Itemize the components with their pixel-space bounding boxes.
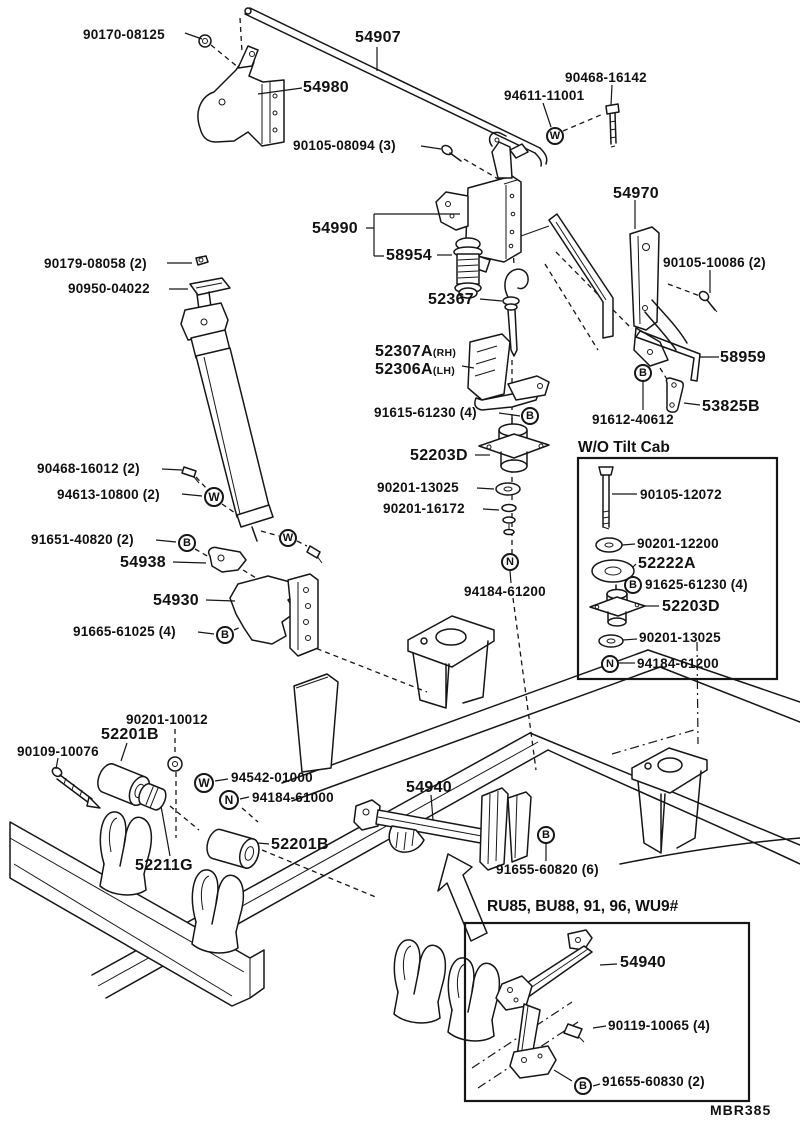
part-label-94611-11001: 94611-11001 <box>504 88 585 103</box>
part-label-90950-04022: 90950-04022 <box>68 281 150 296</box>
part-label-90119-10065: 90119-10065 (4) <box>608 1018 711 1033</box>
part-label-94184-61200-inset: 94184-61200 <box>637 656 719 671</box>
washer-90201-10012 <box>168 757 182 771</box>
part-label-90468-16012: 90468-16012 (2) <box>37 461 140 476</box>
washer-symbol-w-94613: W <box>204 487 224 507</box>
part-label-91665-61025: 91665-61025 (4) <box>73 624 176 639</box>
part-label-52307A: 52307A(RH) <box>375 343 457 360</box>
part-label-90201-13025-inset: 90201-13025 <box>639 630 721 645</box>
part-label-90468-16142: 90468-16142 <box>565 70 647 85</box>
part-label-90201-12200: 90201-12200 <box>637 536 719 551</box>
part-label-94184-61000: 94184-61000 <box>252 790 334 805</box>
part-label-58959: 58959 <box>720 349 766 366</box>
nut-symbol-n-94184-inset: N <box>601 655 619 673</box>
link-53825B <box>666 378 683 412</box>
cab-mount-cushion-52203D <box>479 418 549 472</box>
part-label-58954: 58954 <box>386 247 432 264</box>
part-label-54990: 54990 <box>312 220 358 237</box>
bolt-symbol-b-91651: B <box>178 534 196 552</box>
bolt-symbol-b-91665: B <box>216 626 234 644</box>
washer-stack <box>496 483 520 535</box>
nut-symbol-n-94184-main: N <box>501 553 519 571</box>
bolt-90109-10076 <box>51 766 100 808</box>
bolt-symbol-b-91615: B <box>521 407 539 425</box>
bolt-90105-08094 <box>440 144 461 161</box>
inset-bolt-90105-12072 <box>599 467 613 529</box>
part-label-54938: 54938 <box>120 554 166 571</box>
part-label-54907: 54907 <box>355 29 401 46</box>
part-label-53825B: 53825B <box>702 398 760 415</box>
bolt-symbol-b-91655-60830: B <box>574 1077 592 1095</box>
part-label-94542-01000: 94542-01000 <box>231 770 313 785</box>
part-label-91612-40612: 91612-40612 <box>592 412 674 427</box>
inset-washer-90201-12200 <box>596 538 622 552</box>
part-label-90105-12072: 90105-12072 <box>640 487 722 502</box>
part-label-54940-inset: 54940 <box>620 954 666 971</box>
part-label-52201B-right: 52201B <box>271 836 329 853</box>
cab-mounting-support-52307A <box>468 334 549 410</box>
part-label-90201-13025: 90201-13025 <box>377 480 459 495</box>
part-label-90105-10086: 90105-10086 (2) <box>663 255 766 270</box>
nut-symbol-n-94184-61000: N <box>219 790 239 810</box>
part-label-91651-40820: 91651-40820 (2) <box>31 532 134 547</box>
variant-applicability-note: RU85, BU88, 91, 96, WU9# <box>487 898 679 915</box>
part-label-90170-08125: 90170-08125 <box>83 27 165 42</box>
inset-washer-90201-13025 <box>599 635 623 647</box>
bushing-52201B-right <box>204 827 262 870</box>
part-label-91615-61230: 91615-61230 (4) <box>374 405 477 420</box>
part-label-52201B-left: 52201B <box>101 726 159 743</box>
part-label-90105-08094: 90105-08094 (3) <box>293 138 396 153</box>
bolt-90468-16012 <box>182 467 199 483</box>
part-label-52211G: 52211G <box>135 857 193 874</box>
cab-mount-pedestal-center <box>408 616 494 708</box>
part-label-94613-10800: 94613-10800 (2) <box>57 487 160 502</box>
part-label-54980: 54980 <box>303 79 349 96</box>
bolt-90170-08125 <box>199 35 211 47</box>
part-label-54930: 54930 <box>153 592 199 609</box>
cab-mount-pedestal-narrow <box>294 674 338 772</box>
bracket-54980 <box>198 46 284 146</box>
callout-arrow <box>438 854 487 941</box>
part-label-90201-16172: 90201-16172 <box>383 501 465 516</box>
part-label-52222A: 52222A <box>638 555 696 572</box>
part-label-90179-08058: 90179-08058 (2) <box>44 256 147 271</box>
cab-mount-pedestal-right <box>632 748 707 853</box>
part-label-52203D-inset: 52203D <box>662 598 720 615</box>
bracket-54930 <box>230 574 318 656</box>
bolt-90468-16012-right <box>307 546 322 563</box>
washer-symbol-w-mid: W <box>279 529 297 547</box>
part-label-52203D: 52203D <box>410 447 468 464</box>
part-label-52367: 52367 <box>428 291 474 308</box>
bolt-symbol-b-91655-60820: B <box>537 826 555 844</box>
part-label-91655-60820: 91655-60820 (6) <box>496 862 599 877</box>
washer-symbol-w-94542: W <box>194 773 214 793</box>
bolt-symbol-b-91612: B <box>634 364 652 382</box>
screw-90105-10086 <box>698 290 717 312</box>
part-label-54970: 54970 <box>613 185 659 202</box>
part-label-52306A: 52306A(LH) <box>375 361 456 378</box>
part-label-91655-60830: 91655-60830 (2) <box>602 1074 705 1089</box>
bracket-54938 <box>209 547 246 572</box>
bolt-symbol-b-91625: B <box>624 576 642 594</box>
bolt-90468-16142 <box>606 104 619 147</box>
part-label-54940: 54940 <box>406 779 452 796</box>
part-label-91625-61230: 91625-61230 (4) <box>645 577 748 592</box>
part-label-90201-10012: 90201-10012 <box>126 712 208 727</box>
cushion-58954 <box>454 238 482 298</box>
inset-title-wo-tilt-cab: W/O Tilt Cab <box>578 439 670 456</box>
washer-symbol-w-94611: W <box>546 127 564 145</box>
shock-absorber-54960 <box>181 256 273 541</box>
figure-code: MBR385 <box>710 1102 772 1118</box>
part-label-94184-61200: 94184-61200 <box>464 584 546 599</box>
part-label-90109-10076: 90109-10076 <box>17 744 99 759</box>
